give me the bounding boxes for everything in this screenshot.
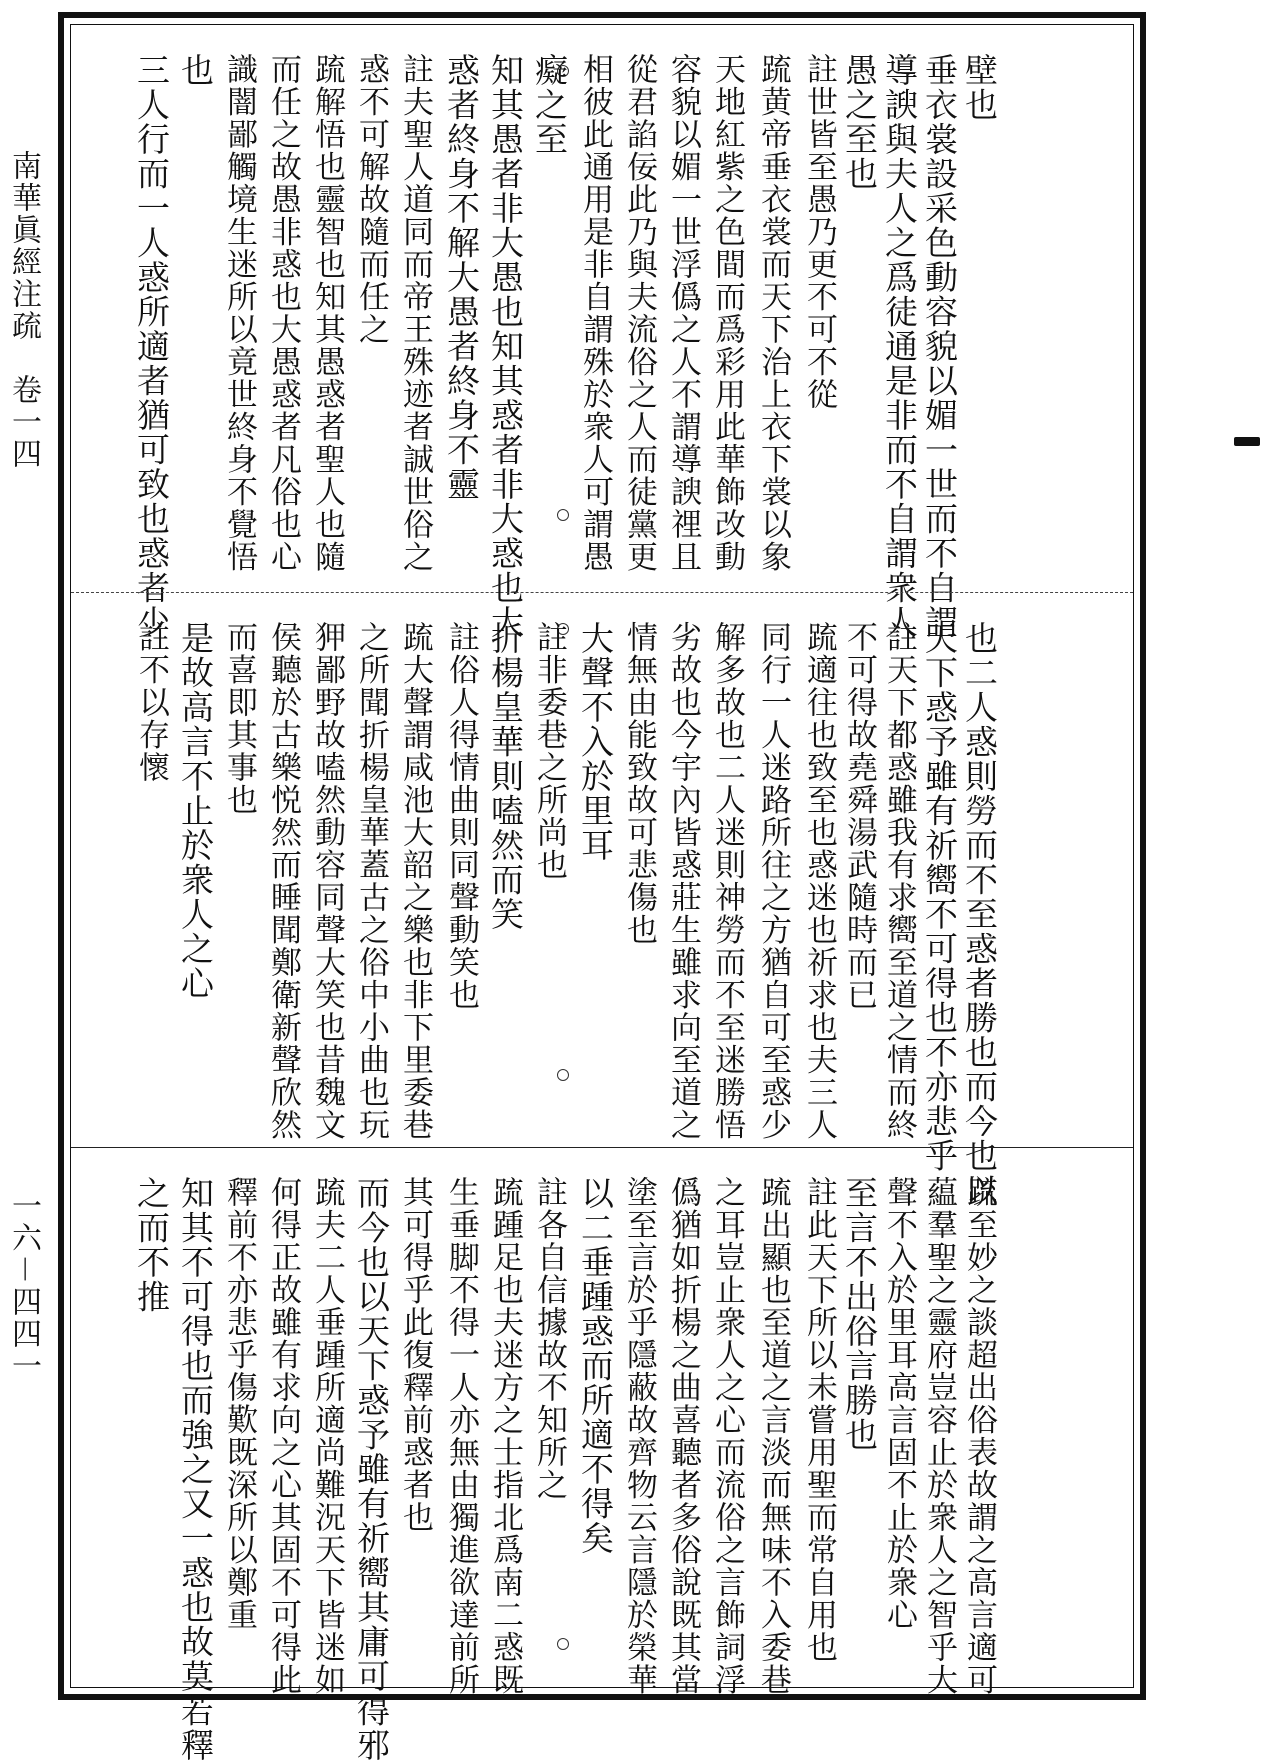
text-section-2 xyxy=(71,592,1133,1208)
text-column: 情無由能致故可悲傷也 xyxy=(621,621,657,946)
text-column: 以二垂踵惑而所適不得矣 xyxy=(576,1176,615,1556)
text-column: 天下惑予雖有祈嚮不可得也不亦悲乎 xyxy=(920,621,959,1173)
text-column: 塗至言於乎隱蔽故齊物云言隱於榮華 xyxy=(621,1176,657,1696)
page-frame xyxy=(58,12,1146,1763)
margin-book-title: 南華眞經注疏 卷一四 xyxy=(6,150,41,470)
text-column: 知其不可得也而強之又一惑也故莫若釋 xyxy=(176,1176,215,1763)
text-column: 何得正故雖有求向之心其固不可得此 xyxy=(265,1176,301,1696)
text-section-1 xyxy=(71,25,1133,640)
text-column: 是故高言不止於衆人之心 xyxy=(176,621,215,1001)
text-column: 惑者終身不解大愚者終身不靈 xyxy=(442,53,481,502)
text-column: 而任之故愚非惑也大愚惑者凡俗也心 xyxy=(265,53,301,573)
text-column: 從君諂佞此乃與夫流俗之人而徒黨更 xyxy=(621,53,657,573)
text-column: 癡之至 xyxy=(530,53,569,157)
text-column: 之所聞折楊皇華蓋古之俗中小曲也玩 xyxy=(353,621,389,1141)
text-column: 註世皆至愚乃更不可不從 xyxy=(801,53,837,411)
margin-page-number: 一六－四四一 xyxy=(6,1190,41,1382)
text-column: 也 xyxy=(176,53,215,88)
text-column: 同行一人迷路所往之方猶自可至惑少 xyxy=(755,621,791,1141)
text-column: 䟽適往也致至也惑迷也祈求也夫三人 xyxy=(801,621,837,1141)
text-column: 聲不入於里耳高言固不止於衆心 xyxy=(881,1176,917,1631)
text-section-3 xyxy=(71,1147,1133,1763)
text-column: 其可得乎此復釋前惑者也 xyxy=(397,1176,433,1534)
text-column: 註俗人得情曲則同聲動笑也 xyxy=(443,621,479,1011)
text-column: 大聲不入於里耳 xyxy=(576,621,615,863)
text-column: 導諛與夫人之爲徒通是非而不自謂衆人 xyxy=(880,53,919,640)
text-column: 註不以存懷 xyxy=(133,621,169,784)
text-column: 註天下都惑雖我有求嚮至道之情而終 xyxy=(881,621,917,1141)
text-column: 之而不推 xyxy=(132,1176,171,1314)
text-column: 䟽踵足也夫迷方之士指北爲南二惑既 xyxy=(487,1176,523,1696)
circle-mark xyxy=(557,1638,569,1650)
text-column: 狎鄙野故嗑然動容同聲大笑也昔魏文 xyxy=(309,621,345,1141)
text-column: 識闇鄙觸境生迷所以竟世終身不覺悟 xyxy=(221,53,257,573)
text-column: 䟽黄帝垂衣裳而天下治上衣下裳以象 xyxy=(755,53,791,573)
text-column: 註各自信據故不知所之 xyxy=(531,1176,567,1501)
circle-mark xyxy=(557,1069,569,1081)
text-column: 䟽大聲謂咸池大韶之樂也非下里委巷 xyxy=(397,621,433,1141)
text-column: 壁也 xyxy=(960,53,999,122)
text-column: 三人行而一人惑所適者猶可致也惑者少 xyxy=(132,53,171,640)
text-column: 䟽夫二人垂踵所適尚難況天下皆迷如 xyxy=(309,1176,345,1696)
text-column: 至言不出俗言勝也 xyxy=(840,1176,879,1452)
text-column: 解多故也二人迷則神勞而不至迷勝悟 xyxy=(709,621,745,1141)
circle-mark xyxy=(557,509,569,521)
text-column: 劣故也今宇內皆惑莊生雖求向至道之 xyxy=(665,621,701,1141)
page-frame-inner xyxy=(70,24,1134,1763)
text-column: 註夫聖人道同而帝王殊迹者誠世俗之 xyxy=(397,53,433,573)
text-column: 愚之至也 xyxy=(840,53,879,191)
page-edge-mark xyxy=(1234,437,1260,446)
text-column: 註此天下所以未嘗用聖而常自用也 xyxy=(801,1176,837,1664)
text-column: 侯聽於古樂悦然而睡聞鄭衛新聲欣然 xyxy=(265,621,301,1141)
text-column: 生垂脚不得一人亦無由獨進欲達前所 xyxy=(443,1176,479,1696)
text-column: 容貌以媚一世浮僞之人不謂導諛𥚃且 xyxy=(665,53,701,573)
text-column: 也二人惑則勞而不至惑者勝也而今也以 xyxy=(960,621,999,1208)
text-column: 折楊皇華則嗑然而笑 xyxy=(486,621,525,932)
text-column: 藴羣聖之靈府豈容止於衆人之智乎大 xyxy=(921,1176,957,1696)
text-column: 釋前不亦悲乎傷歎既深所以鄭重 xyxy=(221,1176,257,1631)
text-column: 知其愚者非大愚也知其惑者非大惑也大 xyxy=(486,53,525,640)
text-column: 之耳豈止衆人之心而流俗之言飾詞浮 xyxy=(709,1176,745,1696)
text-column: 惑不可解故隨而任之 xyxy=(353,53,389,346)
text-column: 而喜即其事也 xyxy=(221,621,257,816)
text-column: 䟽解悟也靈智也知其愚惑者聖人也隨 xyxy=(309,53,345,573)
text-column: 相彼此通用是非自謂殊於衆人可謂愚 xyxy=(577,53,613,573)
text-column: 不可得故堯舜湯武隨時而已 xyxy=(841,621,877,1011)
text-column: 天地紅紫之色間而爲彩用此華飾改動 xyxy=(709,53,745,573)
text-column: 垂衣裳設采色動容貌以媚一世而不自謂 xyxy=(920,53,959,640)
text-column: 䟽至妙之談超出俗表故謂之高言適可 xyxy=(961,1176,997,1696)
text-column: 而今也以天下惑予雖有祈嚮其庸可得邪 xyxy=(352,1176,391,1763)
text-column: 僞猶如折楊之曲喜聽者多俗說既其當 xyxy=(665,1176,701,1696)
text-column: 䟽出顯也至道之言淡而無味不入委巷 xyxy=(755,1176,791,1696)
text-column: 註非委巷之所尚也 xyxy=(531,621,567,881)
